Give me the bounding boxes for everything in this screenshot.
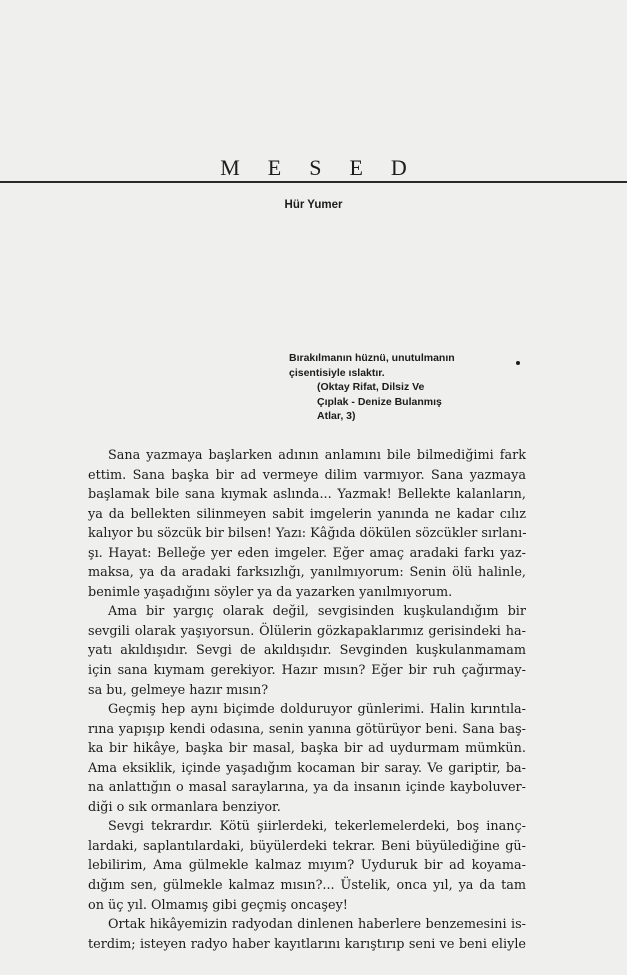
title-rule xyxy=(0,181,627,183)
title-letter: S xyxy=(309,155,322,180)
body-line: sa bu, gelmeye hazır mısın? xyxy=(88,682,269,698)
body-line: için sana kıymam gerekiyor. Hazır mısın? Eğer bir ruh çağırmay- xyxy=(88,663,526,679)
epigraph-line: çisentisiyle ıslaktır. xyxy=(289,366,385,379)
body-line: diği o sık ormanlara benziyor. xyxy=(88,799,281,815)
body-line: sevgili olarak yaşıyorsun. Ölülerin gözkapaklarımız gerisindeki ha- xyxy=(88,623,526,639)
body-line: Geçmiş hep aynı biçimde dolduruyor günlerimi. Halin kırıntıla- xyxy=(108,702,526,718)
title-letter: D xyxy=(390,155,407,180)
body-line: dığım sen, gülmekle kalmaz mısın?... Üstelik, onca yıl, ya da tam xyxy=(88,878,526,894)
page-title xyxy=(0,155,627,181)
body-text xyxy=(88,446,526,954)
body-line: ya da bellekten silinmeyen sabit imgelerin yanında ne kadar cılız xyxy=(88,506,526,522)
author-name: Hür Yumer xyxy=(284,199,343,211)
body-line: Sevgi tekrardır. Kötü şiirlerdeki, tekerlemelerdeki, boş inanç- xyxy=(108,819,526,835)
title-letter: E xyxy=(349,155,363,180)
body-line: başlamak bile sana kıymak aslında... Yazmak! Bellekte kalanların, xyxy=(88,487,526,503)
body-line: şı. Hayat: Belleğe yer eden imgeler. Eğer amaç aradaki farkı yaz- xyxy=(88,545,526,561)
body-line: Ama eksiklik, içinde yaşadığım kocaman bir saray. Ve gariptir, ba- xyxy=(88,760,526,776)
epigraph-citation-line: (Oktay Rifat, Dilsiz Ve xyxy=(317,381,425,393)
body-line: kalıyor bu sözcük bir bilsen! Yazı: Kâğıda dökülen sözcükler sırlanı- xyxy=(88,526,527,542)
epigraph-citation-line: Atlar, 3) xyxy=(317,410,356,422)
body-line: ettim. Sana başka bir ad vermeye dilim varmıyor. Sana yazmaya xyxy=(88,467,526,483)
body-line: Ama bir yargıç olarak değil, sevgisinden kuşkulandığım bir xyxy=(108,604,526,620)
epigraph-citation-line: Çıplak - Denize Bulanmış xyxy=(317,395,442,408)
title-letter: E xyxy=(267,155,282,180)
title-letter: M xyxy=(220,155,240,180)
body-line: on üç yıl. Olmamış gibi geçmiş oncaşey! xyxy=(88,897,348,913)
body-line: ka bir hikâye, başka bir masal, başka bir ad uydurmam mümkün. xyxy=(88,741,526,757)
body-line: lebilirim, Ama gülmekle kalmaz mıyım? Uyduruk bir ad koyama- xyxy=(88,858,526,874)
body-line: terdim; isteyen radyo haber kayıtlarını karıştırıp seni ve beni eliyle xyxy=(88,936,526,952)
body-line: Ortak hikâyemizin radyodan dinlenen haberlere benzemesini is- xyxy=(108,917,526,933)
body-line: rına yapışıp kendi odasına, senin yanına götürüyor beni. Sana baş- xyxy=(88,721,526,737)
epigraph xyxy=(289,351,529,424)
body-line: lardaki, saplantılardaki, büyülerdeki tekrar. Beni büyülediğine gü- xyxy=(88,838,526,854)
body-line: na anlattığın o masal saraylarına, ya da insanın içinde kayboluver- xyxy=(88,780,526,796)
ink-dot xyxy=(516,361,520,365)
body-line: maksa, ya da aradaki farksızlığı, yanılmıyorum: Senin ölü halinle, xyxy=(88,565,526,581)
epigraph-line: Bırakılmanın hüznü, unutulmanın xyxy=(289,352,455,364)
body-line: yatı akıldışıdır. Sevgi de akıldışıdır. Sevginden kuşkulanmamam xyxy=(88,643,526,659)
body-line: benimle yaşadığını söyler ya da yazarken yanılmıyorum. xyxy=(88,584,453,600)
body-line: Sana yazmaya başlarken adının anlamını bile bilmediğimi fark xyxy=(108,448,526,463)
